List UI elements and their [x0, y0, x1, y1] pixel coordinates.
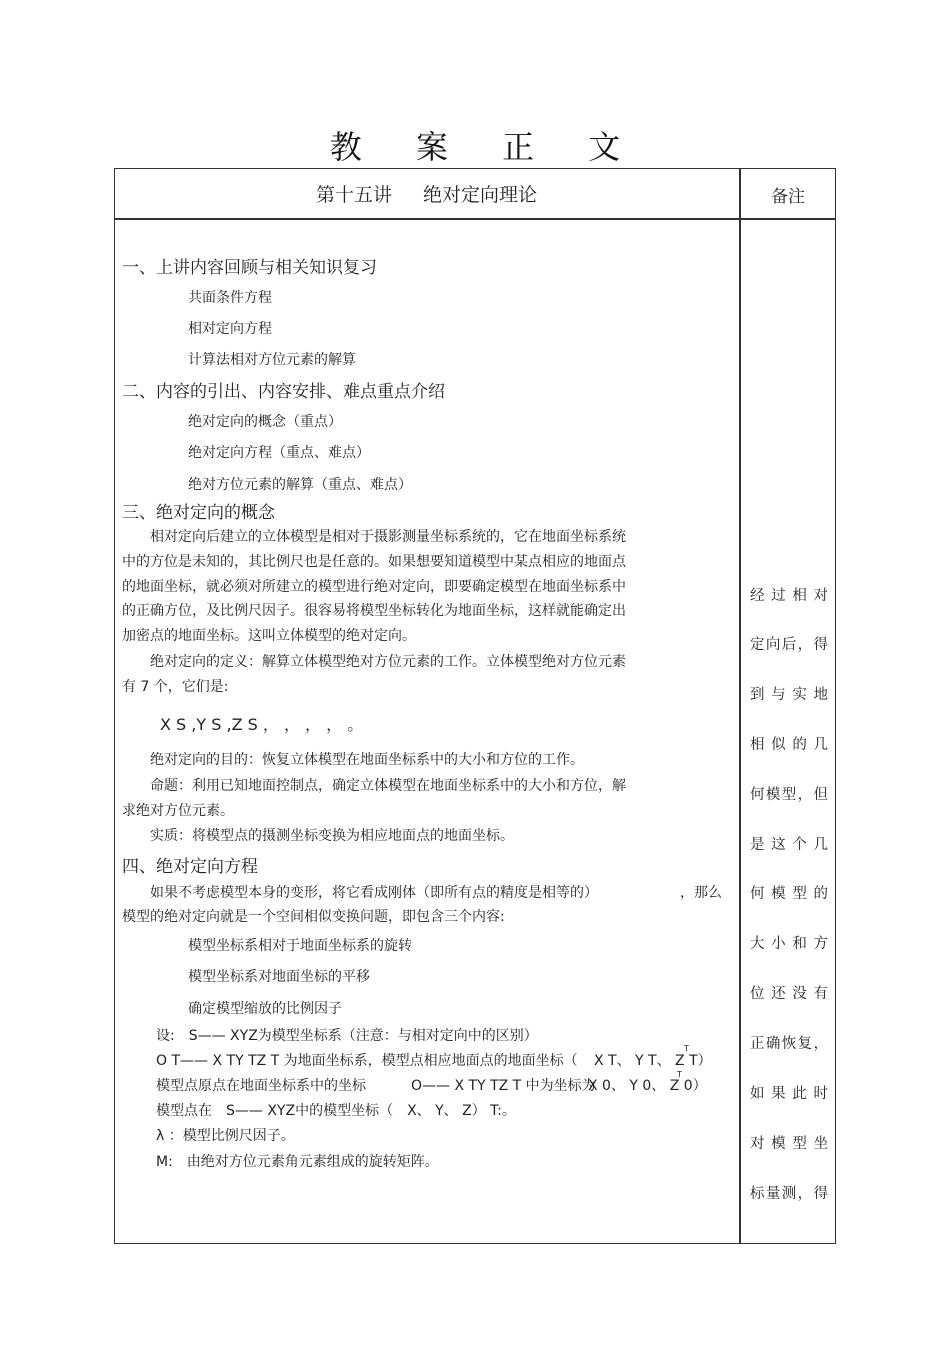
paragraph-line-end: ，那么	[680, 885, 722, 901]
notes-header: 备注	[771, 187, 805, 207]
variable-definition-coords: X T、 Y T、 Z T）	[594, 1053, 712, 1069]
side-note-line: 对模型坐	[750, 1136, 828, 1152]
header-divider	[114, 218, 836, 220]
paragraph-line: 模型的绝对定向就是一个空间相似变换问题，即包含三个内容:	[122, 909, 505, 925]
page-title: 教 案 正 文	[329, 128, 643, 166]
side-note-line: 位还没有	[750, 986, 828, 1002]
variable-definition: 设: S—— XYZ为模型坐标系（注意：与相对定向中的区别）	[156, 1028, 538, 1044]
paragraph-line: 有 7 个，它们是:	[122, 679, 229, 695]
transpose-mark: T	[677, 1070, 682, 1079]
paragraph-line: 绝对定向的定义：解算立体模型绝对方位元素的工作。立体模型绝对方位元素	[122, 654, 626, 670]
section-1-item: 计算法相对方位元素的解算	[188, 352, 356, 368]
paragraph-line: 中的方位是未知的，其比例尺也是任意的。如果想要知道模型中某点相应的地面点	[122, 554, 626, 570]
section-4-item: 模型坐标系对地面坐标的平移	[188, 969, 370, 985]
paragraph-line: 加密点的地面坐标。这叫立体模型的绝对定向。	[122, 628, 416, 644]
section-1-item: 共面条件方程	[188, 290, 272, 306]
variable-definition: λ ：模型比例尺因子。	[156, 1128, 295, 1144]
section-4-heading: 四、绝对定向方程	[122, 857, 258, 877]
variable-definition: O T—— X TY TZ T 为地面坐标系，模型点相应地面点的地面坐标（	[156, 1053, 578, 1069]
transpose-mark: T	[684, 1044, 689, 1053]
notes-column-divider	[739, 168, 741, 1244]
section-2-item: 绝对定向的概念（重点）	[188, 414, 342, 430]
paragraph-line: 绝对定向的目的：恢复立体模型在地面坐标系中的大小和方位的工作。	[122, 752, 584, 768]
variable-definition-system: O—— X TY TZ T 中为坐标为	[411, 1078, 596, 1094]
side-note-line: 相似的几	[750, 737, 828, 753]
side-note-line: 是这个几	[750, 837, 828, 853]
paragraph-line: 命题：利用已知地面控制点，确定立体模型在地面坐标系中的大小和方位，解	[122, 778, 626, 794]
paragraph-line: 实质：将模型点的摄测坐标变换为相应地面点的地面坐标。	[122, 828, 514, 844]
section-1-item: 相对定向方程	[188, 321, 272, 337]
section-2-item: 绝对方位元素的解算（重点、难点）	[188, 477, 412, 493]
paragraph-line: 如果不考虑模型本身的变形，将它看成刚体（即所有点的精度是相等的）	[122, 885, 598, 901]
variable-definition-coords: X 0、 Y 0、 Z 0）	[588, 1078, 707, 1094]
paragraph-line: 的正确方位，及比例尺因子。很容易将模型坐标转化为地面坐标，这样就能确定出	[122, 603, 626, 619]
side-note-line: 何模型，但	[750, 787, 828, 803]
lecture-title: 第十五讲 绝对定向理论	[315, 184, 538, 206]
variable-definition: 模型点原点在地面坐标系中的坐标	[156, 1078, 366, 1094]
section-4-item: 确定模型缩放的比例因子	[188, 1001, 342, 1017]
section-4-item: 模型坐标系相对于地面坐标系的旋转	[188, 938, 412, 954]
section-3-heading: 三、绝对定向的概念	[122, 503, 275, 523]
side-note-line: 如果此时	[750, 1086, 828, 1102]
side-note-line: 到与实地	[750, 687, 828, 703]
side-note-line: 大小和方	[750, 936, 828, 952]
side-note-line: 定向后，得	[750, 637, 828, 653]
paragraph-line: 相对定向后建立的立体模型是相对于摄影测量坐标系统的，它在地面坐标系统	[122, 529, 626, 545]
side-note-line: 何模型的	[750, 886, 828, 902]
side-note-line: 正确恢复，	[750, 1036, 828, 1052]
paragraph-line: 求绝对方位元素。	[122, 803, 234, 819]
side-note-line: 标量测，得	[750, 1186, 828, 1202]
variable-definition: 模型点在 S—— XYZ中的模型坐标（ X、 Y、 Z） T:。	[156, 1103, 516, 1119]
section-2-item: 绝对定向方程（重点、难点）	[188, 445, 370, 461]
variable-definition: M: 由绝对方位元素角元素组成的旋转矩阵。	[156, 1154, 439, 1170]
paragraph-line: 的地面坐标，就必须对所建立的模型进行绝对定向，即要确定模型在地面坐标系中	[122, 579, 626, 595]
orientation-elements: X S ,Y S ,Z S ， ， ， ， 。	[160, 715, 364, 734]
side-note-line: 经过相对	[750, 588, 828, 604]
section-1-heading: 一、上讲内容回顾与相关知识复习	[122, 258, 377, 278]
section-2-heading: 二、内容的引出、内容安排、难点重点介绍	[122, 382, 445, 402]
